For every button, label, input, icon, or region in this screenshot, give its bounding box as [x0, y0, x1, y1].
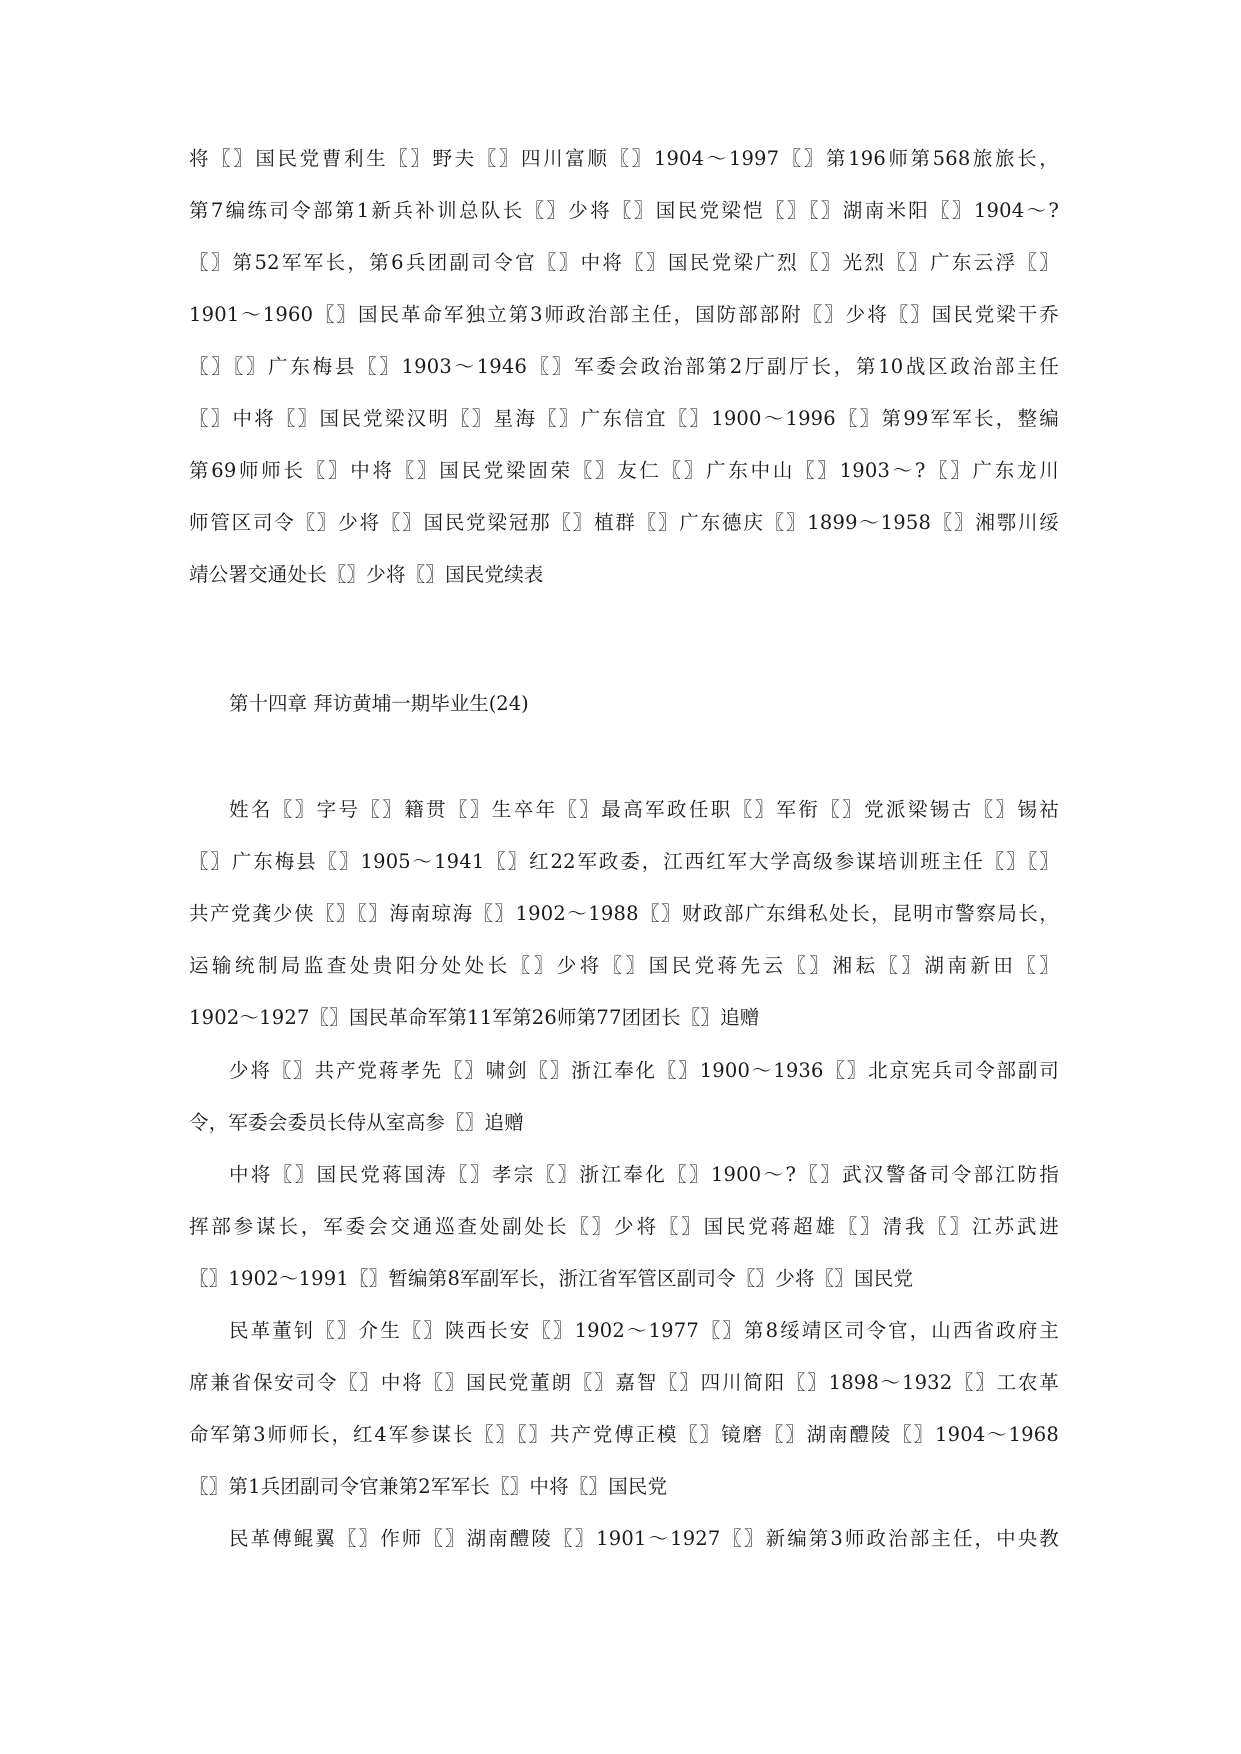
text-line: 令，军委会委员长侍从室高参〖〗追赠 — [189, 1111, 524, 1134]
text-line: 共产党龚少侠〖〗〖〗海南琼海〖〗1902～1988〖〗财政部广东缉私处长，昆明市警察局长， — [189, 902, 1059, 925]
paragraph-5 — [189, 1305, 1059, 1513]
text-line: 少将〖〗共产党蒋孝先〖〗啸剑〖〗浙江奉化〖〗1900～1936〖〗北京宪兵司令部副司 — [229, 1059, 1059, 1082]
text-line: 1901～1960〖〗国民革命军独立第3师政治部主任，国防部部附〖〗少将〖〗国民党梁干乔 — [189, 303, 1059, 326]
text-line: 〖〗第52军军长，第6兵团副司令官〖〗中将〖〗国民党梁广烈〖〗光烈〖〗广东云浮〖〗 — [189, 251, 1059, 274]
text-line: 靖公署交通处长〖〗少将〖〗国民党续表 — [189, 563, 544, 586]
text-line: 民革傅鲲翼〖〗作师〖〗湖南醴陵〖〗1901～1927〖〗新编第3师政治部主任，中央教 — [229, 1527, 1059, 1550]
text-line: 中将〖〗国民党蒋国涛〖〗孝宗〖〗浙江奉化〖〗1900～?〖〗武汉警备司令部江防指 — [229, 1163, 1059, 1186]
text-line: 第7编练司令部第1新兵补训总队长〖〗少将〖〗国民党梁恺〖〗〖〗湖南米阳〖〗1904～? — [189, 199, 1059, 222]
text-line: 席兼省保安司令〖〗中将〖〗国民党董朗〖〗嘉智〖〗四川简阳〖〗1898～1932〖〗工农革 — [189, 1371, 1059, 1394]
text-line: 〖〗第1兵团副司令官兼第2军军长〖〗中将〖〗国民党 — [189, 1475, 668, 1498]
text-line: 运输统制局监查处贵阳分处处长〖〗少将〖〗国民党蒋先云〖〗湘耘〖〗湖南新田〖〗 — [189, 954, 1059, 977]
paragraph-2 — [189, 784, 1059, 1044]
paragraph-1 — [189, 133, 1059, 601]
text-line: 师管区司令〖〗少将〖〗国民党梁冠那〖〗植群〖〗广东德庆〖〗1899～1958〖〗湘鄂川绥 — [189, 511, 1059, 534]
text-line: 将〖〗国民党曹利生〖〗野夫〖〗四川富顺〖〗1904～1997〖〗第196师第568旅旅长， — [189, 147, 1059, 170]
text-line: 〖〗〖〗广东梅县〖〗1903～1946〖〗军委会政治部第2厅副厅长，第10战区政治部主任 — [189, 355, 1059, 378]
text-line: 〖〗中将〖〗国民党梁汉明〖〗星海〖〗广东信宜〖〗1900～1996〖〗第99军军长，整编 — [189, 407, 1059, 430]
text-line: 1902～1927〖〗国民革命军第11军第26师第77团团长〖〗追赠 — [189, 1006, 760, 1029]
text-line: 命军第3师师长，红4军参谋长〖〗〖〗共产党傅正模〖〗镜磨〖〗湖南醴陵〖〗1904～1968 — [189, 1423, 1059, 1446]
paragraph-3 — [189, 1045, 1059, 1149]
paragraph-4 — [189, 1149, 1059, 1305]
text-line: 姓名〖〗字号〖〗籍贯〖〗生卒年〖〗最高军政任职〖〗军衔〖〗党派梁锡古〖〗锡祜 — [229, 798, 1059, 821]
text-line: 挥部参谋长，军委会交通巡查处副处长〖〗少将〖〗国民党蒋超雄〖〗清我〖〗江苏武进 — [189, 1215, 1059, 1238]
document-page — [189, 0, 1059, 1754]
text-line: 〖〗1902～1991〖〗暂编第8军副军长，浙江省军管区副司令〖〗少将〖〗国民党 — [189, 1267, 914, 1290]
text-line: 〖〗广东梅县〖〗1905～1941〖〗红22军政委，江西红军大学高级参谋培训班主任〖〗〖〗 — [189, 850, 1059, 873]
text-line: 第69师师长〖〗中将〖〗国民党梁固荣〖〗友仁〖〗广东中山〖〗1903～?〖〗广东龙川 — [189, 459, 1059, 482]
paragraph-6 — [189, 1513, 1059, 1565]
chapter-heading: 第十四章 拜访黄埔一期毕业生(24) — [229, 692, 529, 715]
text-line: 民革董钊〖〗介生〖〗陕西长安〖〗1902～1977〖〗第8绥靖区司令官，山西省政府主 — [229, 1319, 1059, 1342]
